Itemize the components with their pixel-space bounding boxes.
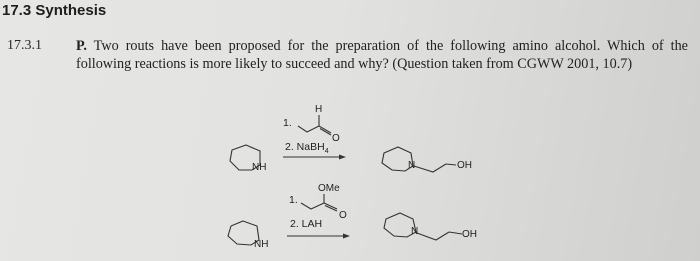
reagent-1-o-label: O (332, 133, 340, 144)
product-2-oh-label: OH (462, 229, 477, 240)
reagent-1-h-label: H (315, 104, 323, 115)
reactant-1-nh-label: NH (252, 162, 267, 173)
product-2-n-label: N (411, 226, 419, 237)
reaction-1 (230, 104, 472, 173)
reagent-2-step2: 2. LAH (290, 218, 323, 230)
reagent-2-step1-number: 1. (289, 194, 298, 206)
reagent-1-acetaldehyde (283, 104, 340, 144)
product-1-n-label: N (408, 160, 416, 171)
reagent-2-ome-label: OMe (318, 183, 340, 194)
piperidine-ring-2 (228, 221, 268, 250)
product-2 (384, 213, 477, 240)
question-body: Two routs have been proposed for the preparation of the following amino alcohol. Which of the following reactions is more likely to succeed and why? (Question taken from CGWW 2001, 10.7) (76, 38, 688, 72)
reaction-1-arrow (283, 155, 346, 160)
product-1-oh-label: OH (457, 160, 472, 171)
reagent-2-o-label: O (339, 210, 347, 221)
reactant-2-nh-label: NH (254, 239, 269, 250)
question-lead: P. (76, 38, 87, 54)
reaction-2-arrow (287, 234, 350, 239)
product-1 (382, 147, 472, 172)
reaction-2 (228, 183, 477, 250)
reagent-1-step2: 2. NaBH$_4$ (285, 141, 329, 155)
section-title: 17.3 Synthesis (2, 2, 107, 19)
piperidine-ring-1 (230, 145, 266, 173)
reagent-1-step1-number: 1. (283, 117, 292, 129)
question-number: 17.3.1 (7, 38, 42, 53)
reagent-2-methyl-acetate (289, 183, 347, 221)
